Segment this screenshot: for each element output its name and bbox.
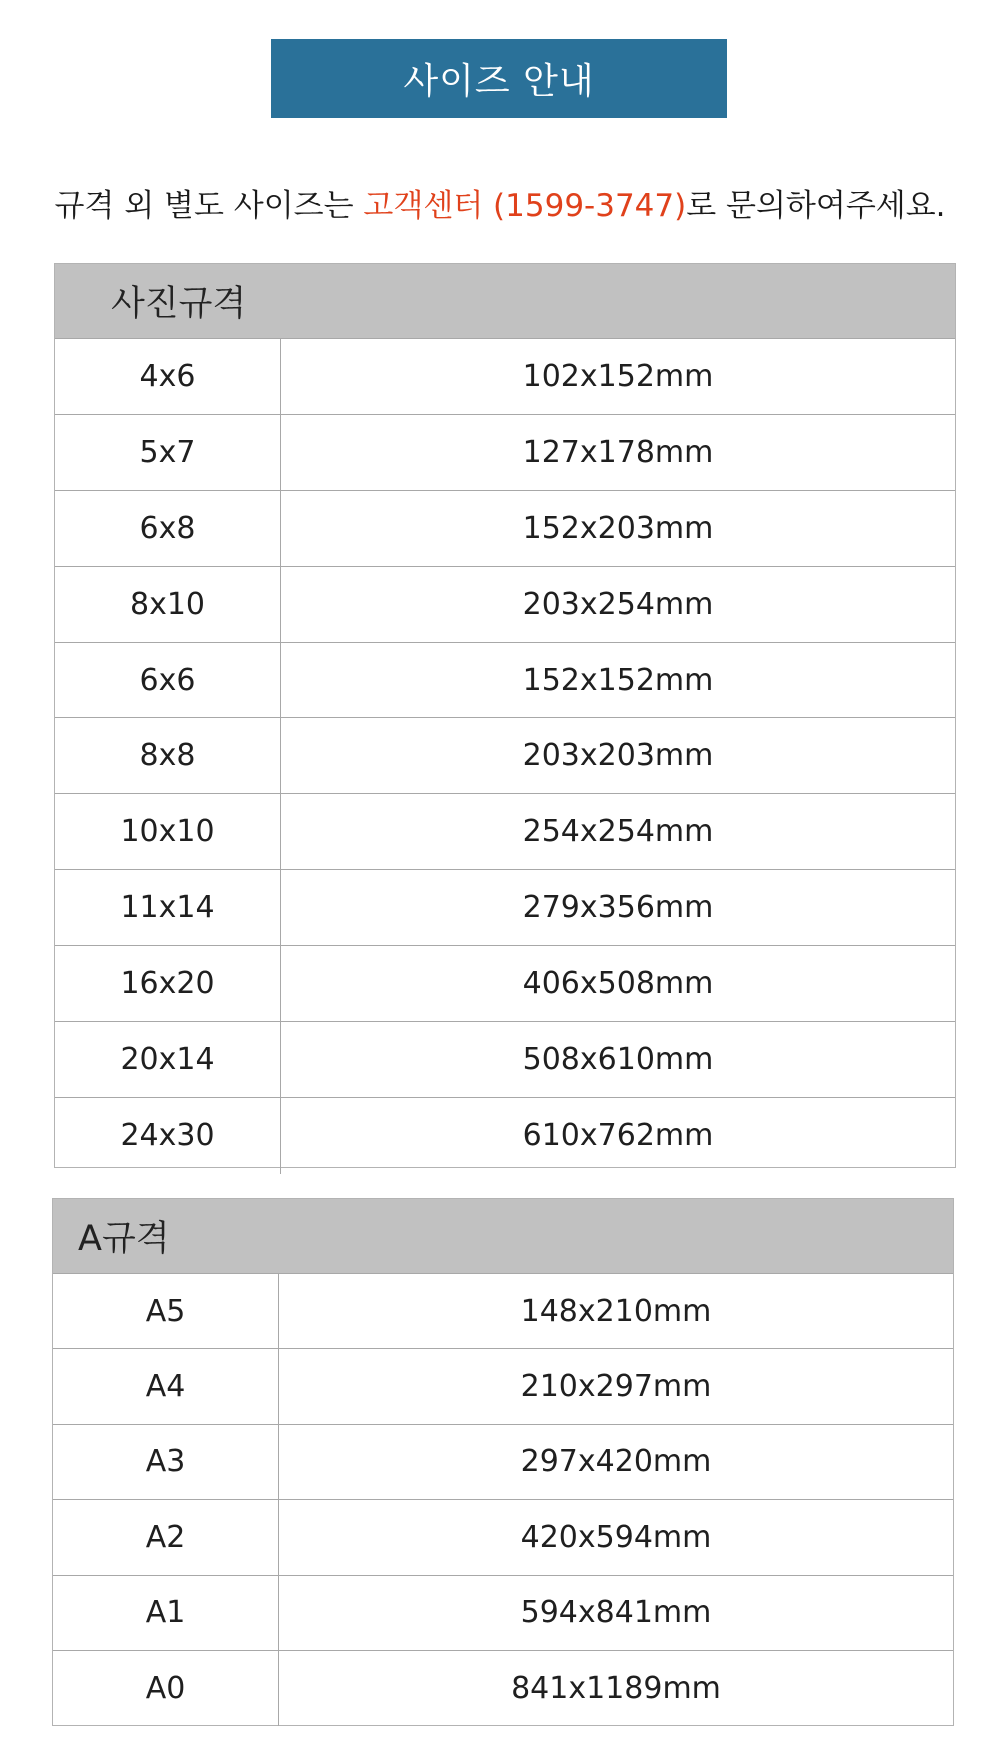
- size-name-cell: 16x20: [55, 946, 281, 1021]
- size-name-cell: A2: [53, 1500, 279, 1574]
- table-row: [55, 946, 955, 1022]
- table-row: [55, 1098, 955, 1174]
- size-dimension-cell: 610x762mm: [522, 1118, 714, 1154]
- size-dimension-cell: 594x841mm: [520, 1595, 712, 1631]
- table-heading: 사진규격: [55, 264, 955, 339]
- size-name-cell: A3: [53, 1425, 279, 1499]
- size-dimension-cell: 102x152mm: [522, 358, 714, 394]
- table-row: [55, 718, 955, 794]
- size-dimension-cell: 279x356mm: [522, 890, 714, 926]
- size-name-cell: 8x8: [55, 718, 281, 793]
- photo-size-table: [54, 263, 956, 1168]
- size-name-cell: 24x30: [55, 1098, 281, 1174]
- size-dimension-cell: 210x297mm: [520, 1369, 712, 1405]
- customer-center-contact: 고객센터 (1599-3747): [363, 188, 687, 224]
- table-row: [55, 643, 955, 719]
- table-row: [53, 1651, 953, 1726]
- size-dimension-cell: 203x203mm: [522, 738, 714, 774]
- size-dimension-cell: 406x508mm: [522, 966, 714, 1002]
- table-row: [53, 1425, 953, 1500]
- size-name-cell: A5: [53, 1274, 279, 1348]
- size-dimension-cell: 841x1189mm: [511, 1671, 721, 1707]
- table-row: [55, 1022, 955, 1098]
- size-name-cell: 11x14: [55, 870, 281, 945]
- size-name-cell: A1: [53, 1576, 279, 1650]
- size-dimension-cell: 203x254mm: [522, 586, 714, 622]
- size-name-cell: 10x10: [55, 794, 281, 869]
- size-name-cell: 4x6: [55, 339, 281, 414]
- size-name-cell: A0: [53, 1651, 279, 1726]
- table-row: [53, 1576, 953, 1651]
- size-dimension-cell: 508x610mm: [522, 1041, 714, 1077]
- size-dimension-cell: 297x420mm: [520, 1444, 712, 1480]
- size-name-cell: 5x7: [55, 415, 281, 490]
- notice-before: 규격 외 별도 사이즈는: [54, 188, 364, 224]
- size-dimension-cell: 148x210mm: [520, 1293, 712, 1329]
- table-row: [55, 415, 955, 491]
- page-title: 사이즈 안내: [271, 39, 727, 118]
- size-name-cell: 6x6: [55, 643, 281, 718]
- notice-after: 로 문의하여주세요.: [686, 188, 946, 224]
- size-dimension-cell: 254x254mm: [522, 814, 714, 850]
- size-dimension-cell: 152x152mm: [522, 662, 714, 698]
- size-name-cell: 8x10: [55, 567, 281, 642]
- size-name-cell: 20x14: [55, 1022, 281, 1097]
- table-row: [55, 794, 955, 870]
- size-dimension-cell: 152x203mm: [522, 510, 714, 546]
- size-name-cell: A4: [53, 1349, 279, 1423]
- size-dimension-cell: 420x594mm: [520, 1519, 712, 1555]
- size-name-cell: 6x8: [55, 491, 281, 566]
- table-row: [53, 1349, 953, 1424]
- size-dimension-cell: 127x178mm: [522, 434, 714, 470]
- table-row: [53, 1274, 953, 1349]
- a-size-table: [52, 1198, 954, 1726]
- table-row: [53, 1500, 953, 1575]
- table-row: [55, 339, 955, 415]
- table-row: [55, 870, 955, 946]
- table-heading: A규격: [53, 1199, 953, 1274]
- notice-text: [0, 180, 1000, 225]
- table-row: [55, 491, 955, 567]
- table-row: [55, 567, 955, 643]
